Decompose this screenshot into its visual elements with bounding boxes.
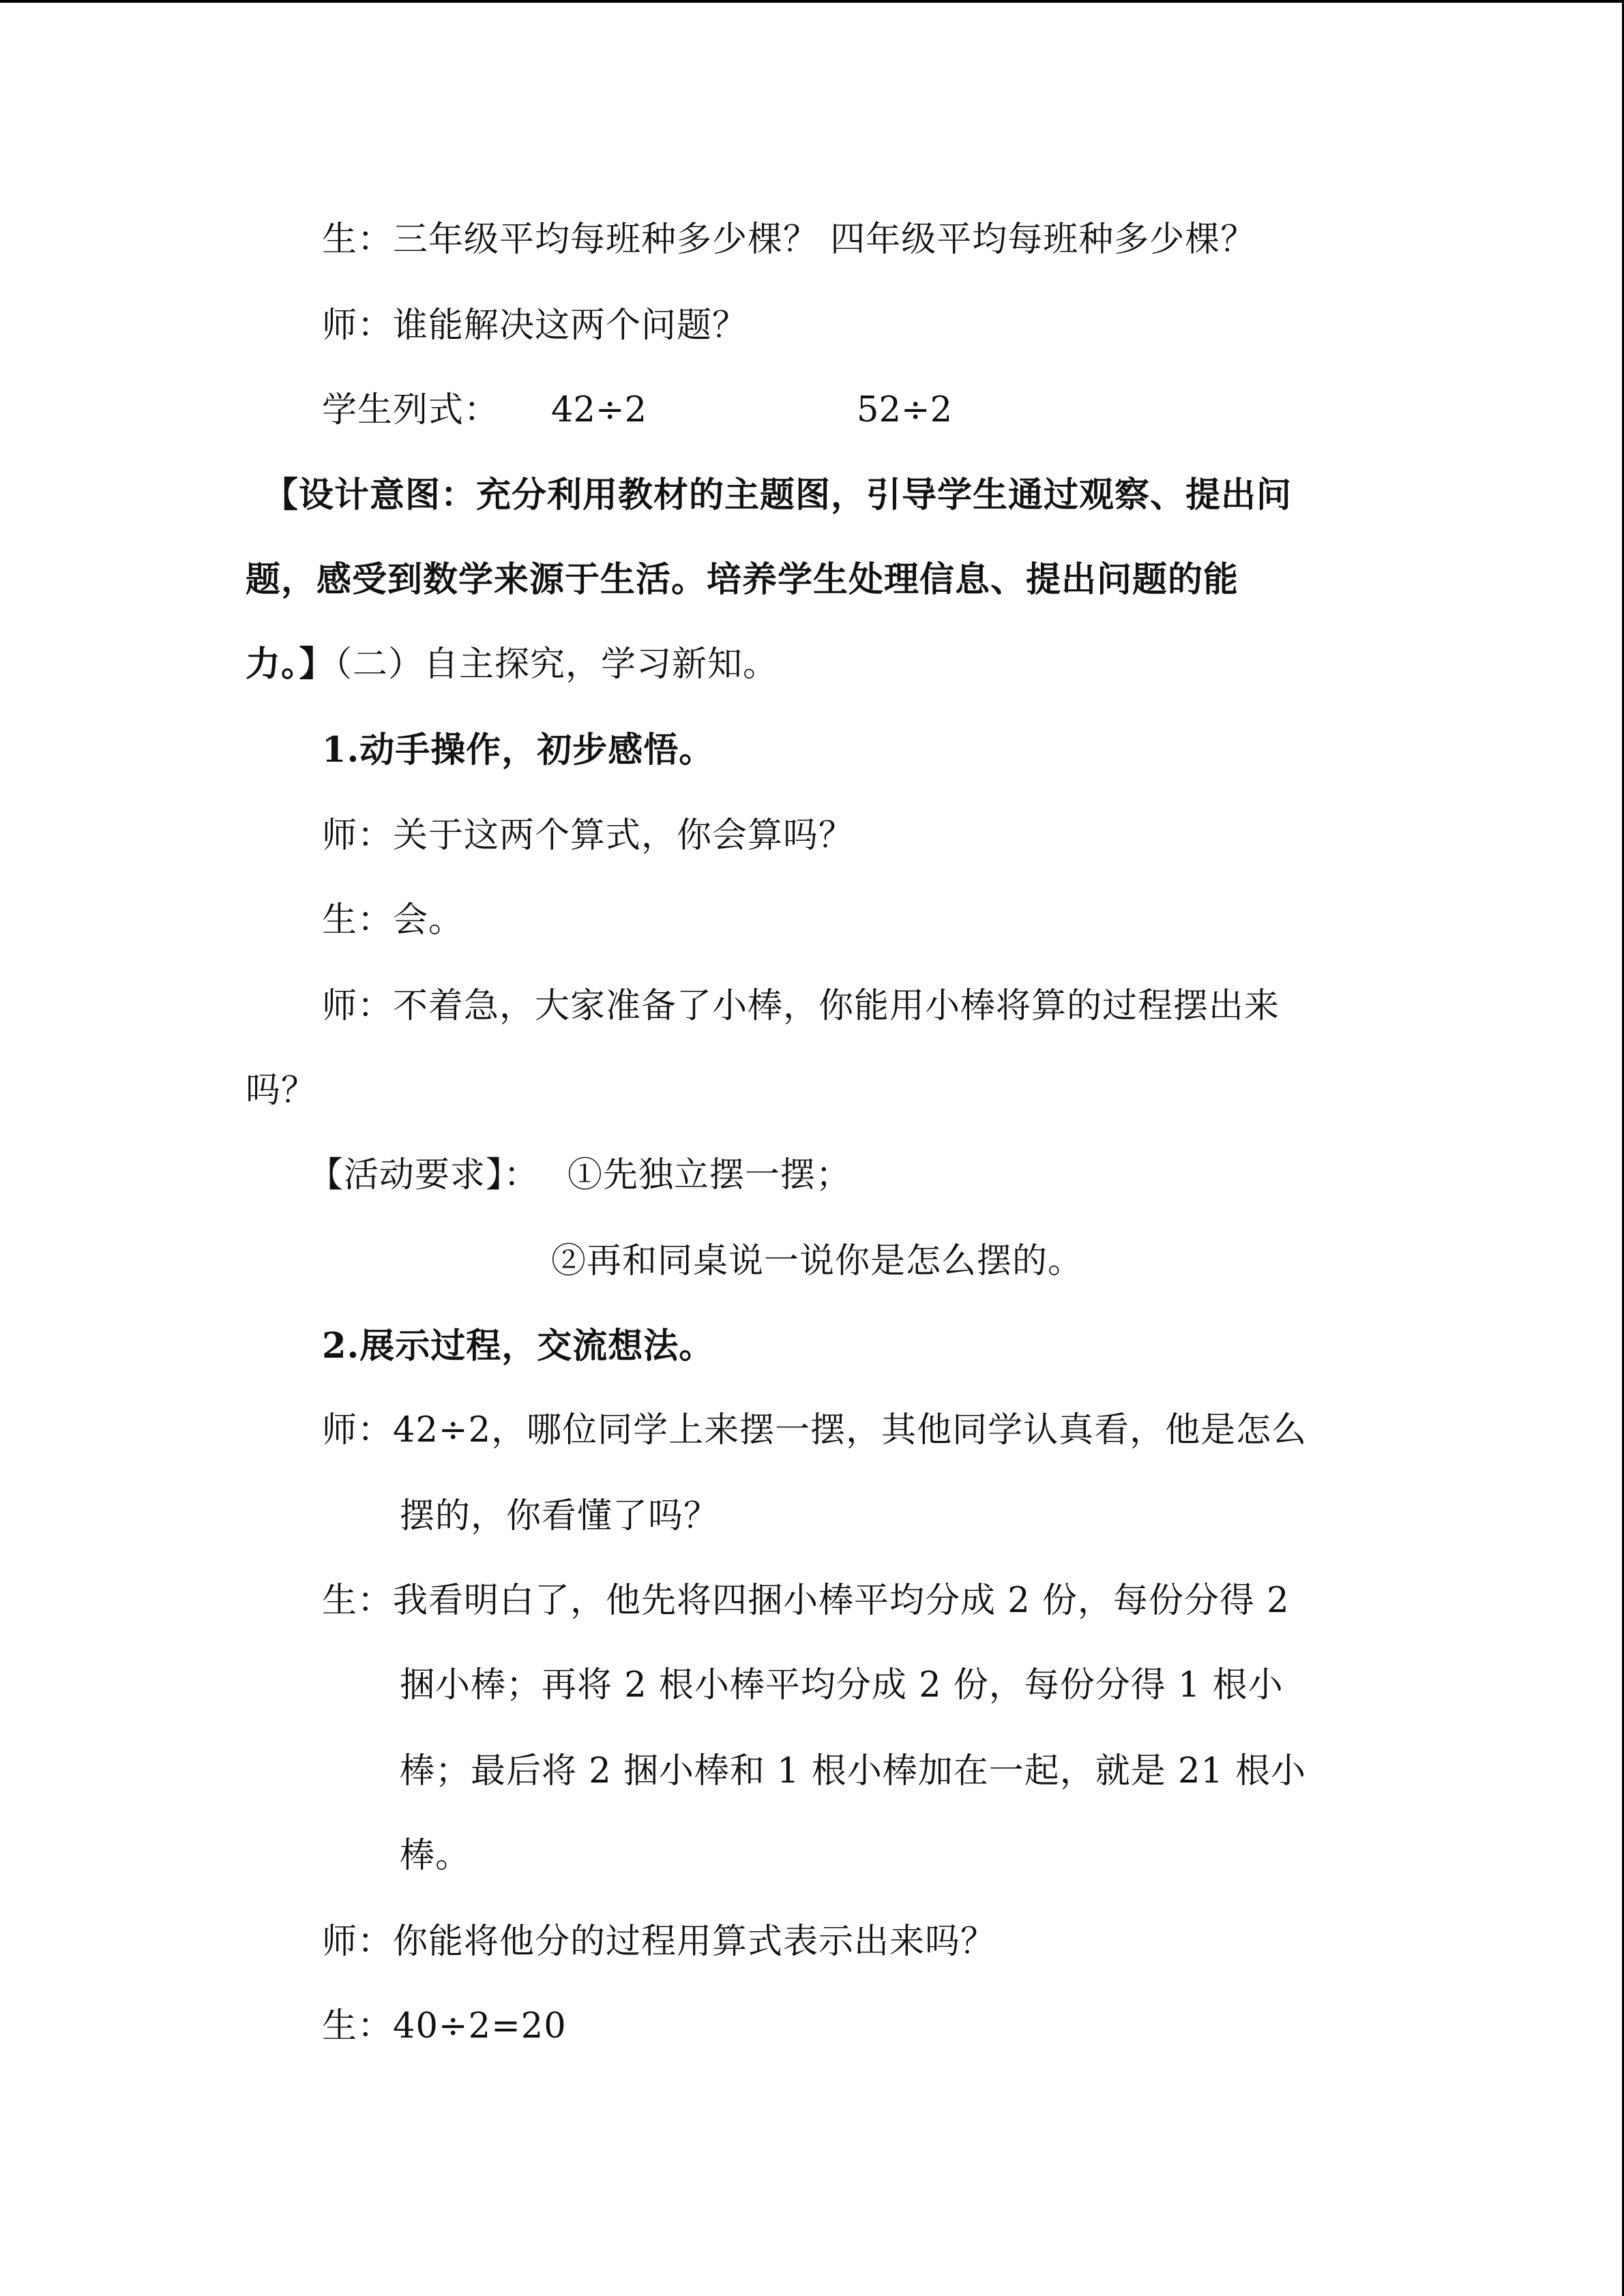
section-heading-autonomous-exploration: （二）自主探究，学习新知。	[334, 644, 779, 685]
activity-requirements-label: 【活动要求】：	[308, 1155, 540, 1195]
student-explanation-line-3: 棒；最后将 2 捆小棒和 1 根小棒加在一起，就是 21 根小	[400, 1751, 1307, 1791]
teacher-line-sticks-1: 师：不着急，大家准备了小棒，你能用小棒将算的过程摆出来	[322, 986, 1280, 1026]
student-formula-label: 学生列式：	[322, 390, 500, 430]
student-line-formula-40-div-2: 生：40÷2=20	[322, 2006, 567, 2046]
design-intent-line-3	[246, 642, 778, 687]
section-1-heading: 1.动手操作，初步感悟。	[322, 730, 715, 771]
design-intent-line-1: 【设计意图：充分利用教材的主题图，引导学生通过观察、提出问	[263, 475, 1293, 516]
teacher-line-sticks-2: 吗？	[246, 1071, 317, 1111]
formula-52-div-2: 52÷2	[857, 390, 953, 430]
section-2-heading: 2.展示过程，交流想法。	[322, 1326, 715, 1367]
teacher-line-can-calculate: 师：关于这两个算式，你会算吗？	[322, 816, 855, 856]
student-explanation-line-4: 棒。	[400, 1836, 471, 1876]
teacher-line-demo-2: 摆的，你看懂了吗？	[400, 1496, 720, 1536]
teacher-line-express-formula: 师：你能将他分的过程用算式表示出来吗？	[322, 1922, 996, 1962]
student-question-line: 生：三年级平均每班种多少棵？ 四年级平均每班种多少棵？	[322, 220, 1256, 260]
student-explanation-line-2: 捆小棒；再将 2 根小棒平均分成 2 份，每份分得 1 根小	[400, 1665, 1284, 1705]
teacher-line-demo-1: 师：42÷2，哪位同学上来摆一摆，其他同学认真看，他是怎么	[322, 1410, 1308, 1450]
activity-item-1: ①先独立摆一摆；	[567, 1155, 852, 1195]
design-intent-line-2: 题，感受到数学来源于生活。培养学生处理信息、提出问题的能	[246, 559, 1239, 600]
student-explanation-line-1: 生：我看明白了，他先将四捆小棒平均分成 2 份，每份分得 2	[322, 1581, 1290, 1621]
formula-42-div-2: 42÷2	[551, 390, 647, 430]
design-intent-closing: 力。】	[246, 644, 335, 685]
activity-item-2: ②再和同桌说一说你是怎么摆的。	[551, 1241, 1084, 1281]
student-line-yes: 生：会。	[322, 900, 464, 940]
teacher-question-line: 师：谁能解决这两个问题？	[322, 305, 748, 346]
page-top-border	[0, 0, 1624, 3]
